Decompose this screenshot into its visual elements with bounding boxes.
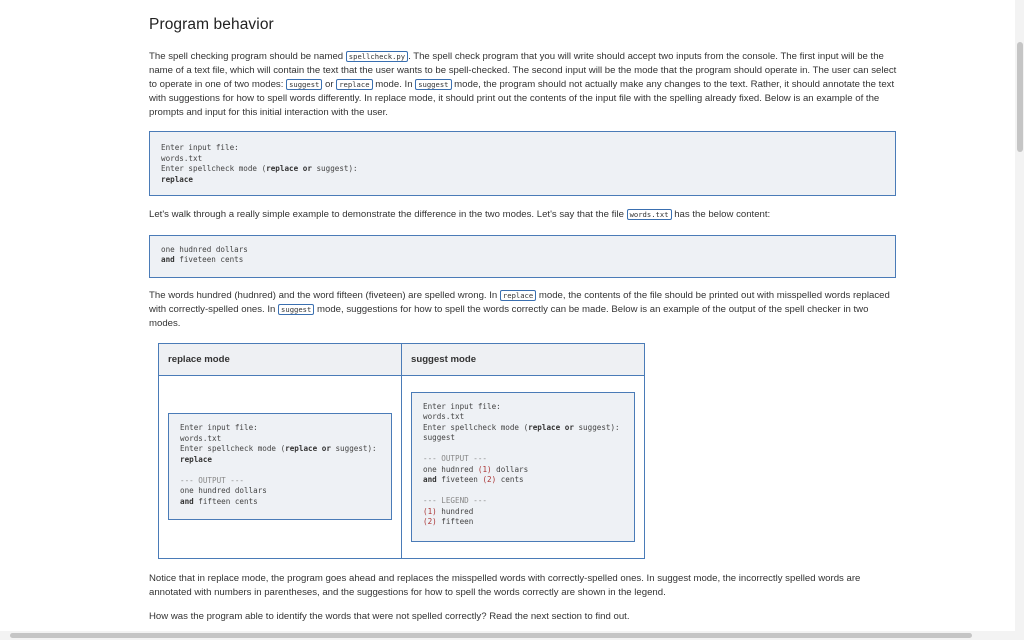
horizontal-scrollbar[interactable] [0,631,1024,640]
code-block-replace-output: Enter input file: words.txt Enter spellcheck mode (replace or suggest): replace --- OUTPUT --- one hundred dollars and fifteen cents [168,413,392,520]
main-content [149,0,897,624]
walkthrough-paragraph: Let's walk through a really simple example to demonstrate the difference in the two modes. Let's say that the file words.txt has the below content: [149,209,771,221]
modes-paragraph: The words hundred (hudnred) and the word fifteen (fiveteen) are spelled wrong. In replace mode, the contents of the file should be printed out with misspelled words replaced with correctly-spelled ones. In suggest mode, suggestions for how to spell the words correctly can be made. Below is an example of the output of the spell checker in two modes. [149,289,890,329]
code-block-prompts: Enter input file: words.txt Enter spellcheck mode (replace or suggest): replace [149,131,896,196]
column-header-suggest: suggest mode [402,343,645,375]
inline-code-suggest: suggest [286,79,322,90]
inline-code-words-file: words.txt [627,209,672,220]
vertical-scrollbar[interactable] [1015,0,1024,632]
code-block-suggest-output: Enter input file: words.txt Enter spellcheck mode (replace or suggest): suggest --- OUTPUT --- one hudnred (1) dollars and fiveteen (2) cents --- LEGEND --- (1) hundred (2) fifteen [411,392,635,542]
intro-paragraph: The spell checking program should be named spellcheck.py . The spell check program that you will write should accept two inputs from the console. The first input will be the name of a text file, which will contain the text that the user wants to be spell-checked. The second input will be the mode that the program should operate in. The user can select to operate in one of two modes: suggest or replace mode. In suggest mode, the program should not actually make any changes to the text. Rather, it should annotate the text with suggestions for how to spell words differently. In replace mode, it should print out the contents of the input file with the spelling already fixed. Below is an example of the prompts and input for this initial interaction with the user. [149,51,897,119]
notice-paragraph: Notice that in replace mode, the program goes ahead and replaces the misspelled words with correctly-spelled ones. In suggest mode, the incorrectly spelled words are annotated with numbers in parentheses, and the suggestions for how to spell the words correctly are shown in the legend. [149,572,861,598]
inline-code-suggest: suggest [278,304,314,315]
modes-table [158,343,645,559]
table-cell-replace [159,375,402,558]
inline-code-replace: replace [500,290,536,301]
inline-code-filename: spellcheck.py [346,51,408,62]
code-block-file-content: one hudnred dollars and fiveteen cents [149,235,896,278]
table-cell-suggest [402,375,645,558]
vertical-scrollbar-thumb[interactable] [1017,42,1023,152]
section-title: Program behavior [149,16,274,33]
inline-code-suggest: suggest [415,79,451,90]
horizontal-scrollbar-thumb[interactable] [10,633,972,638]
next-section-paragraph: How was the program able to identify the words that were not spelled correctly? Read the next section to find out. [149,611,630,623]
inline-code-replace: replace [336,79,372,90]
column-header-replace: replace mode [159,343,402,375]
